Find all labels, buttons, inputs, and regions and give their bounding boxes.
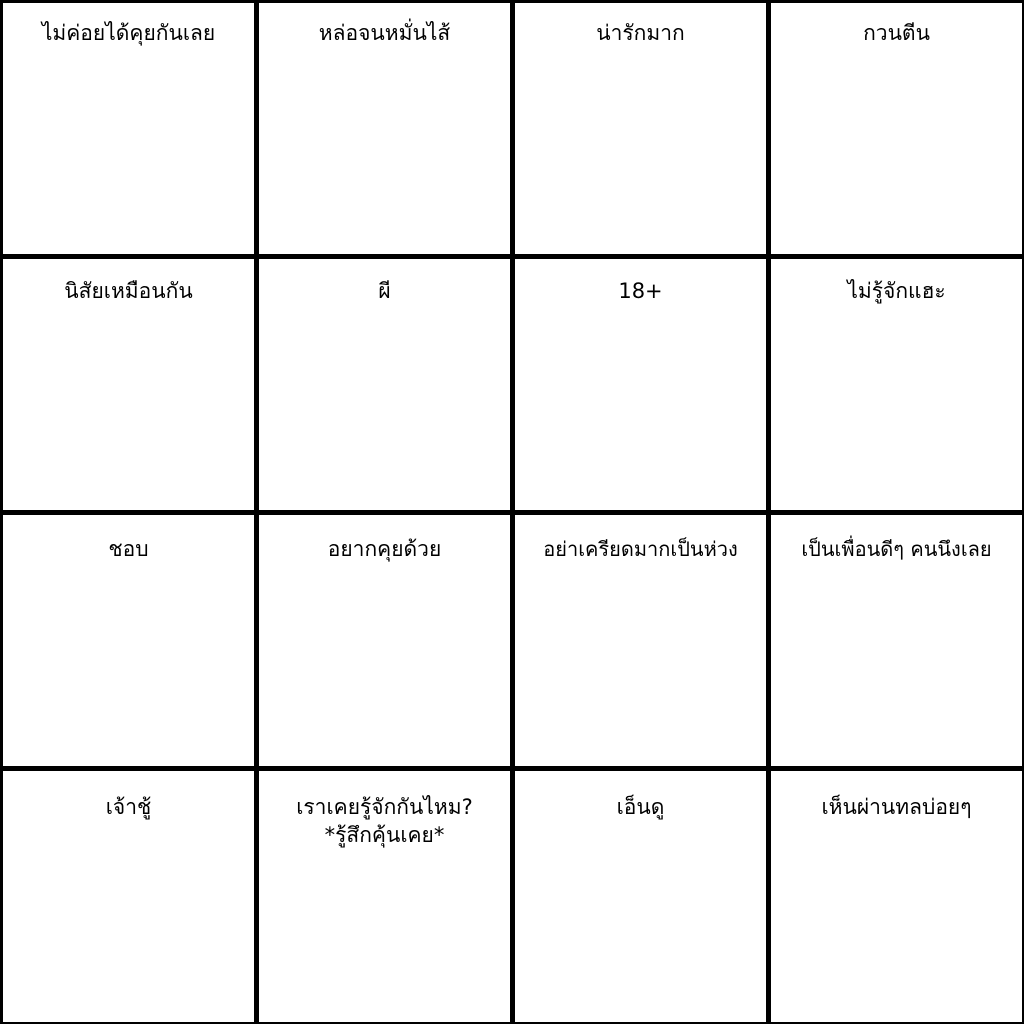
grid-cell[interactable]	[771, 259, 1022, 510]
grid-cell[interactable]	[259, 3, 510, 254]
cell-label: กวนตีน	[863, 21, 930, 45]
grid-cell[interactable]	[3, 259, 254, 510]
cell-label: น่ารักมาก	[596, 21, 685, 45]
cell-label: ไม่รู้จักแฮะ	[847, 279, 946, 303]
cell-label: เป็นเพื่อนดีๆ คนนึงเลย	[801, 537, 992, 561]
cell-label: เห็นผ่านทลบ่อยๆ	[821, 795, 972, 819]
grid-cell[interactable]	[3, 771, 254, 1022]
cell-label: อย่าเครียดมากเป็นห่วง	[543, 537, 738, 561]
cell-label: หล่อจนหมั่นไส้	[318, 21, 451, 45]
grid-cell[interactable]	[3, 3, 254, 254]
grid-cell[interactable]	[515, 515, 766, 766]
cell-label: นิสัยเหมือนกัน	[64, 279, 193, 303]
cell-label: ชอบ	[108, 537, 149, 561]
grid-cell[interactable]	[515, 771, 766, 1022]
grid-cell[interactable]	[771, 3, 1022, 254]
cell-label: เราเคยรู้จักกันไหม? *รู้สึกคุ้นเคย*	[296, 795, 473, 847]
cell-label: ผี	[378, 279, 391, 303]
grid-cell[interactable]	[3, 515, 254, 766]
cell-label: 18+	[618, 279, 663, 303]
grid-cell[interactable]	[259, 259, 510, 510]
grid-cell[interactable]	[771, 515, 1022, 766]
cell-label: อยากคุยด้วย	[327, 537, 442, 561]
cell-label: เอ็นดู	[616, 795, 665, 819]
cell-label: ไม่ค่อยได้คุยกันเลย	[41, 21, 216, 45]
grid-cell[interactable]	[259, 771, 510, 1022]
grid-cell[interactable]	[515, 3, 766, 254]
grid-cell[interactable]	[259, 515, 510, 766]
grid-cell[interactable]	[771, 771, 1022, 1022]
grid-cell[interactable]	[515, 259, 766, 510]
cell-label: เจ้าชู้	[105, 795, 152, 819]
